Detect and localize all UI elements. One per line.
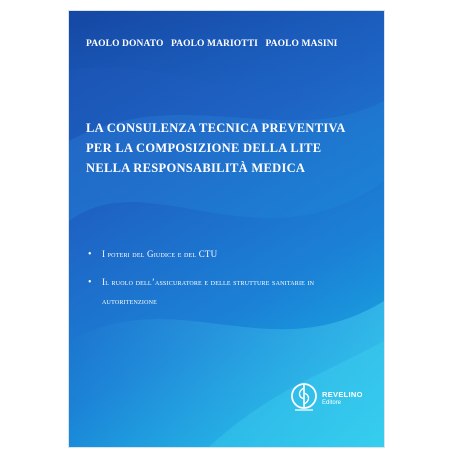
revelino-logo-icon: [289, 379, 319, 417]
publisher: [289, 379, 369, 419]
bullet-icon: •: [88, 249, 92, 260]
topic-list: [86, 245, 366, 320]
title-line: LA CONSULENZA TECNICA PREVENTIVA: [86, 121, 346, 135]
author-name: PAOLO DONATO: [86, 39, 164, 49]
author-name: PAOLO MARIOTTI: [170, 39, 258, 49]
publisher-subtitle: Editore: [322, 400, 342, 406]
title-line: PER LA COMPOSIZIONE DELLA LITE: [86, 141, 322, 155]
title-line: NELLA RESPONSABILITÀ MEDICA: [86, 161, 306, 175]
topic-item: [86, 273, 366, 311]
author-name: PAOLO MASINI: [265, 39, 338, 49]
topic-text: Il ruolo dell’assicuratore e delle strutture sanitarie in autoritenzione: [102, 277, 315, 306]
topic-item: [86, 245, 366, 264]
publisher-name: REVELINO: [322, 390, 363, 399]
topic-text: I poteri del Giudice e del CTU: [102, 249, 218, 259]
bullet-icon: •: [88, 277, 92, 288]
book-title: [86, 118, 376, 178]
book-cover: [69, 11, 384, 447]
authors: [86, 39, 376, 49]
